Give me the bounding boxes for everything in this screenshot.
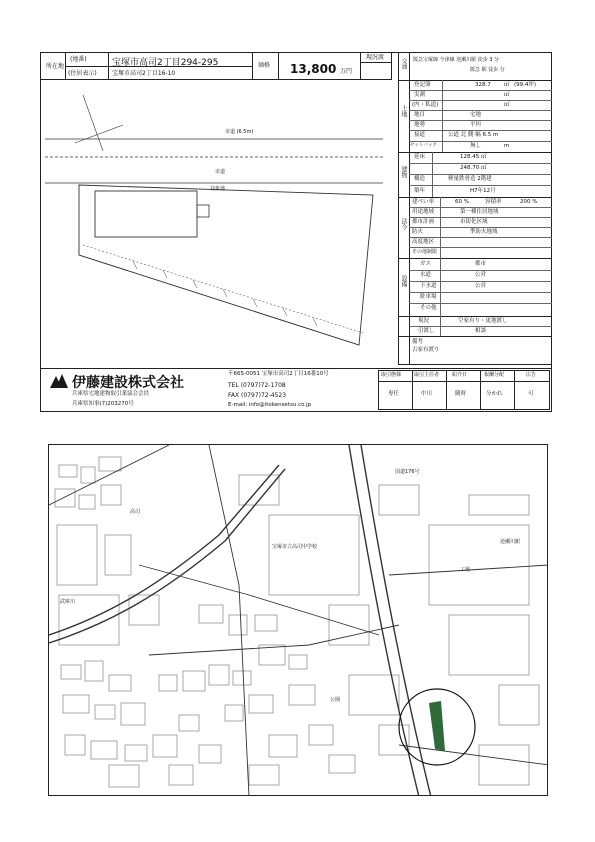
transaction-value-2: 古家有渡り	[412, 347, 440, 353]
law-label-4: 高度地区	[412, 239, 435, 245]
law-value-3: 準防火地域	[470, 229, 498, 235]
land-value-0: 328.7	[475, 82, 491, 88]
law-value-0: 60 %	[455, 199, 469, 205]
lot-label: 対象地	[210, 186, 226, 192]
traffic-line1: 阪急宝塚線 今津線 逆瀬川駅 徒歩 3 分	[413, 57, 500, 63]
company-license: 兵庫県知事(7)203270号	[72, 401, 134, 407]
site-sketch-svg	[43, 83, 389, 365]
map-label-factory: 工場	[460, 567, 471, 573]
law-value-2: 市街化区域	[460, 219, 488, 225]
utility-label-2: 下水道	[420, 283, 437, 289]
utility-label-4: その他	[420, 305, 437, 311]
land-label-2: (内・私道)	[412, 102, 439, 108]
lot-label: (地番)	[70, 56, 87, 63]
land-label-4: 地勢	[414, 122, 426, 128]
company-fax: FAX (0797)72-4523	[228, 392, 287, 399]
deal-value-0: 専任	[388, 391, 400, 397]
law-label-2: 都市計画	[412, 219, 435, 225]
land-unit-0: ㎡	[504, 82, 510, 88]
map-label-road: 国道176号	[395, 469, 420, 475]
transaction-label-0: 現況	[418, 318, 430, 324]
law-label2-0: 容積率	[485, 199, 502, 205]
price-label: 価格	[258, 62, 271, 69]
status-label: 現況渡	[366, 54, 385, 61]
deal-value-2: 随時	[455, 391, 467, 397]
building-label-2: 構造	[414, 176, 426, 182]
utility-value-1: 公営	[475, 272, 487, 278]
law-label-3: 防火	[412, 229, 424, 235]
site-sketch	[43, 83, 389, 365]
law-value-1: 第一種住居地域	[460, 209, 499, 215]
deal-header-2: 紹介日	[452, 372, 468, 378]
deal-value-4: 可	[528, 391, 534, 397]
logo-icon	[50, 374, 68, 388]
transaction-value-1: 相談	[475, 328, 487, 334]
utility-value-0: 都市	[475, 261, 487, 267]
law-label-5: その他制限	[412, 249, 438, 255]
land-unit-2: ㎡	[504, 102, 510, 108]
utilities-section-label: 設備	[400, 275, 407, 287]
company-logo	[50, 373, 68, 387]
land-unit-6: m	[504, 143, 510, 149]
company-tel: TEL (0797)72-1708	[228, 382, 286, 389]
law-section-label: 法令	[400, 218, 407, 230]
land-value-6: 無し	[470, 143, 482, 149]
map-label-school: 宝塚市立高司中学校	[272, 544, 318, 550]
road-label-mid: 市道	[215, 169, 226, 175]
map-label-park: 公園	[330, 697, 341, 703]
building-label-0: 延床	[414, 154, 426, 160]
utility-label-0: ガス	[420, 261, 432, 267]
utility-label-1: 水道	[420, 272, 432, 278]
deal-header-4: 広告	[526, 372, 537, 378]
company-email: E-mail: info@itokensetsu.co.jp	[228, 402, 312, 408]
building-label-3: 築年	[414, 188, 426, 194]
deal-value-3: 分かれ	[486, 391, 503, 397]
deal-header-3: 報酬分配	[484, 372, 505, 378]
transaction-label-2: 備考	[412, 339, 424, 345]
deal-header-1: 取引主任者	[414, 372, 440, 378]
building-value-0: 128.45 ㎡	[460, 154, 487, 160]
map-label-river: 武庫川	[60, 599, 76, 605]
land-extra-0: (99.4坪)	[514, 82, 537, 88]
land-label-3: 地目	[414, 112, 426, 118]
address-lot: 宝塚市高司2丁目294-295	[112, 58, 219, 68]
building-section-label: 建物	[400, 166, 407, 178]
traffic-line2: 阪急 駅 徒歩 分	[470, 67, 505, 73]
law-label-0: 建ぺい率	[412, 199, 435, 205]
deal-value-1: 中川	[421, 391, 433, 397]
location-map	[48, 444, 548, 796]
map-label-left: 高司	[130, 509, 141, 515]
law-value2-0: 200 %	[520, 199, 538, 205]
land-value-4: 平坦	[470, 122, 482, 128]
price-unit: 万円	[340, 68, 353, 75]
company-postal: 〒665-0051 宝塚市高司2丁目16番10号	[228, 371, 329, 377]
building-value-2: 軽量鉄骨造 2階建	[448, 176, 492, 182]
law-label-1: 用途地域	[412, 209, 435, 215]
address-display: 宝塚市高司2丁目16-10	[112, 70, 176, 77]
company-assoc: 兵庫県宅地建物取引業協会会員	[72, 391, 150, 397]
land-label-1: 実測	[414, 92, 426, 98]
land-unit-1: ㎡	[504, 92, 510, 98]
land-value-5: 公道 北 側 幅 6.5 m	[448, 132, 499, 138]
land-label-5: 接道	[414, 132, 426, 138]
transaction-label-1: 引渡し	[418, 328, 435, 334]
company-name: 伊藤建設株式会社	[72, 375, 184, 391]
utility-label-3: 駐車場	[420, 294, 437, 300]
deal-header-0: 取引態様	[381, 372, 402, 378]
road-label-top: 市道 (6.5m)	[225, 129, 254, 135]
map-svg	[49, 445, 548, 796]
traffic-section-label: 交通	[400, 58, 407, 69]
building-value-1: 248.70 ㎡	[460, 165, 487, 171]
price-value: 13,800	[290, 62, 337, 76]
utility-value-2: 公営	[475, 283, 487, 289]
transaction-value-0: 空家有り・更地渡し	[458, 318, 508, 324]
land-value-3: 宅地	[470, 112, 482, 118]
building-value-3: H7年12月	[470, 188, 496, 194]
display-label: (住居表示)	[68, 70, 97, 77]
map-label-station: 逆瀬川駅	[500, 539, 521, 545]
category-label: 所在地	[46, 63, 65, 70]
land-label-0: 登記簿	[414, 82, 431, 88]
land-section-label: 土地	[400, 105, 407, 117]
land-label-6: セットバック	[410, 143, 437, 148]
